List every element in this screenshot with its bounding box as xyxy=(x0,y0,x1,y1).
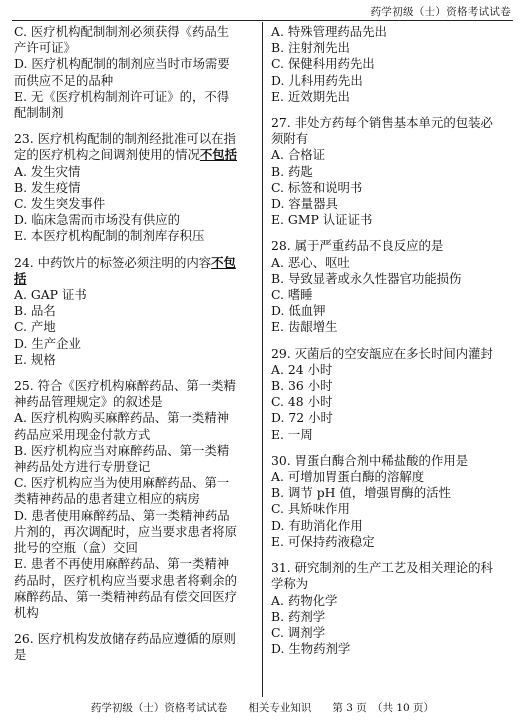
text-line: C. 发生突发事件 xyxy=(14,196,106,212)
question-gap xyxy=(271,443,517,453)
left-column xyxy=(14,24,261,664)
text-line: 而供应不足的品种 xyxy=(14,72,114,88)
text-line: D. 生产企业 xyxy=(14,335,81,351)
text-line: 神药品管理规定》的叙述是 xyxy=(14,394,163,410)
text-line: E. 患者不再使用麻醉药品、第一类精神 xyxy=(14,556,230,572)
question-gap xyxy=(14,368,261,378)
text-line: B. 调节 pH 值，增强胃酶的活性 xyxy=(271,485,451,501)
question-text: 24. 中药饮片的标签必须注明的内容 xyxy=(14,254,212,270)
page-header: 药学初级（士）资格考试试卷 xyxy=(370,6,511,18)
text-line: C. 产地 xyxy=(14,319,56,335)
text-line: C. 嗜睡 xyxy=(271,287,313,303)
text-line: A. 可增加胃蛋白酶的溶解度 xyxy=(271,469,425,485)
text-line: 须附有 xyxy=(271,131,309,147)
text-line: A. 医疗机构购买麻醉药品、第一类精神 xyxy=(14,410,230,426)
emphasis-text: 不包括 xyxy=(199,147,238,163)
text-line: E. 可保持药液稳定 xyxy=(271,533,375,549)
question-gap xyxy=(271,336,517,346)
text-line: A. GAP 证书 xyxy=(14,287,87,303)
text-line: C. 48 小时 xyxy=(271,394,333,410)
text-line: C. 保健科用药先出 xyxy=(271,56,375,72)
text-line: D. 患者使用麻醉药品、第一类精神药品 xyxy=(14,507,230,523)
text-line: E. 规格 xyxy=(14,351,56,367)
text-line: 27. 非处方药每个销售基本单元的包装必 xyxy=(271,115,493,131)
text-line: A. 特殊管理药品先出 xyxy=(271,24,387,39)
text-line: 学称为 xyxy=(271,576,309,592)
text-line: C. 标签和说明书 xyxy=(271,179,363,195)
question-line xyxy=(14,147,261,163)
text-line: A. 药物化学 xyxy=(271,592,338,608)
text-line: E. 齿龈增生 xyxy=(271,319,338,335)
text-line: E. 一周 xyxy=(271,426,313,442)
text-line: B. 药剂学 xyxy=(271,608,326,624)
page-footer: 药学初级（士）资格考试试卷 相关专业知识 第 3 页 （共 10 页） xyxy=(90,702,435,714)
text-line: E. 近效期先出 xyxy=(271,88,350,104)
text-line: A. 发生灾情 xyxy=(14,163,81,179)
question-gap xyxy=(271,228,517,238)
text-line: 配制制剂 xyxy=(14,105,64,121)
text-line: C. 医疗机构配制制剂必须获得《药品生 xyxy=(14,24,230,39)
text-line: B. 36 小时 xyxy=(271,378,333,394)
text-line: A. 24 小时 xyxy=(271,361,333,377)
text-line: D. 生物药剂学 xyxy=(271,641,351,657)
text-line: 31. 研究制剂的生产工艺及相关理论的科 xyxy=(271,560,493,576)
text-line: E. 无《医疗机构制剂许可证》的，不得 xyxy=(14,88,230,104)
text-line: C. 医疗机构应当为使用麻醉药品、第一 xyxy=(14,475,230,491)
text-line: 药品应采用现金付款方式 xyxy=(14,426,151,442)
text-line: C. 具矫味作用 xyxy=(271,501,350,517)
text-line: 药品时，医疗机构应当要求患者将剩余的 xyxy=(14,572,238,588)
text-line: B. 导致显著或永久性器官功能损伤 xyxy=(271,270,462,286)
emphasis-text: 括 xyxy=(14,270,27,286)
text-line: E. 本医疗机构配制的制剂库存积压 xyxy=(14,228,205,244)
question-gap xyxy=(14,245,261,255)
question-text: 定的医疗机构之间调剂使用的情况 xyxy=(14,147,200,163)
question-gap xyxy=(271,550,517,560)
text-line: C. 调剂学 xyxy=(271,624,326,640)
text-line: 机构 xyxy=(14,604,39,620)
text-line: D. 有助消化作用 xyxy=(271,517,363,533)
text-line: 26. 医疗机构发放储存药品应遵循的原则 xyxy=(14,631,236,647)
header-rule xyxy=(12,20,513,21)
text-line: 23. 医疗机构配制的制剂经批准可以在指 xyxy=(14,131,236,147)
text-line: D. 72 小时 xyxy=(271,410,333,426)
text-line: 是 xyxy=(14,647,27,663)
text-line: 29. 灭菌后的空安瓿应在多长时间内灌封 xyxy=(271,345,493,361)
text-line: B. 注射剂先出 xyxy=(271,40,350,56)
text-line: A. 合格证 xyxy=(271,147,325,163)
right-column xyxy=(271,24,517,657)
question-line xyxy=(14,255,261,271)
text-line: A. 恶心、呕吐 xyxy=(271,254,350,270)
text-line: 神药品处方进行专册登记 xyxy=(14,459,151,475)
text-line: B. 医疗机构应当对麻醉药品、第一类精 xyxy=(14,442,230,458)
question-line xyxy=(14,271,261,287)
text-line: B. 品名 xyxy=(14,303,56,319)
text-line: D. 医疗机构配制的制剂应当时市场需要 xyxy=(14,56,230,72)
emphasis-text: 不包 xyxy=(211,254,236,270)
text-line: D. 儿科用药先出 xyxy=(271,72,363,88)
text-line: D. 容量器具 xyxy=(271,196,338,212)
text-line: E. GMP 认证证书 xyxy=(271,212,373,228)
text-line: D. 临床急需而市场没有供应的 xyxy=(14,212,181,228)
text-line: 类精神药品的患者建立相应的病房 xyxy=(14,491,200,507)
text-line: D. 低血钾 xyxy=(271,303,326,319)
question-gap xyxy=(14,621,261,631)
question-gap xyxy=(271,105,517,115)
text-line: B. 药匙 xyxy=(271,163,313,179)
question-gap xyxy=(14,121,261,131)
text-line: 25. 符合《医疗机构麻醉药品、第一类精 xyxy=(14,378,236,394)
text-line: B. 发生疫情 xyxy=(14,179,81,195)
column-divider xyxy=(262,22,263,697)
text-line: 麻醉药品、第一类精神药品有偿交回医疗 xyxy=(14,588,238,604)
text-line: 28. 属于严重药品不良反应的是 xyxy=(271,238,444,254)
text-line: 30. 胃蛋白酶合剂中稀盐酸的作用是 xyxy=(271,452,469,468)
text-line: 批号的空瓶（盒）交回 xyxy=(14,540,138,556)
text-line: 片剂的，再次调配时，应当要求患者将原 xyxy=(14,523,238,539)
text-line: 产许可证》 xyxy=(14,40,76,56)
